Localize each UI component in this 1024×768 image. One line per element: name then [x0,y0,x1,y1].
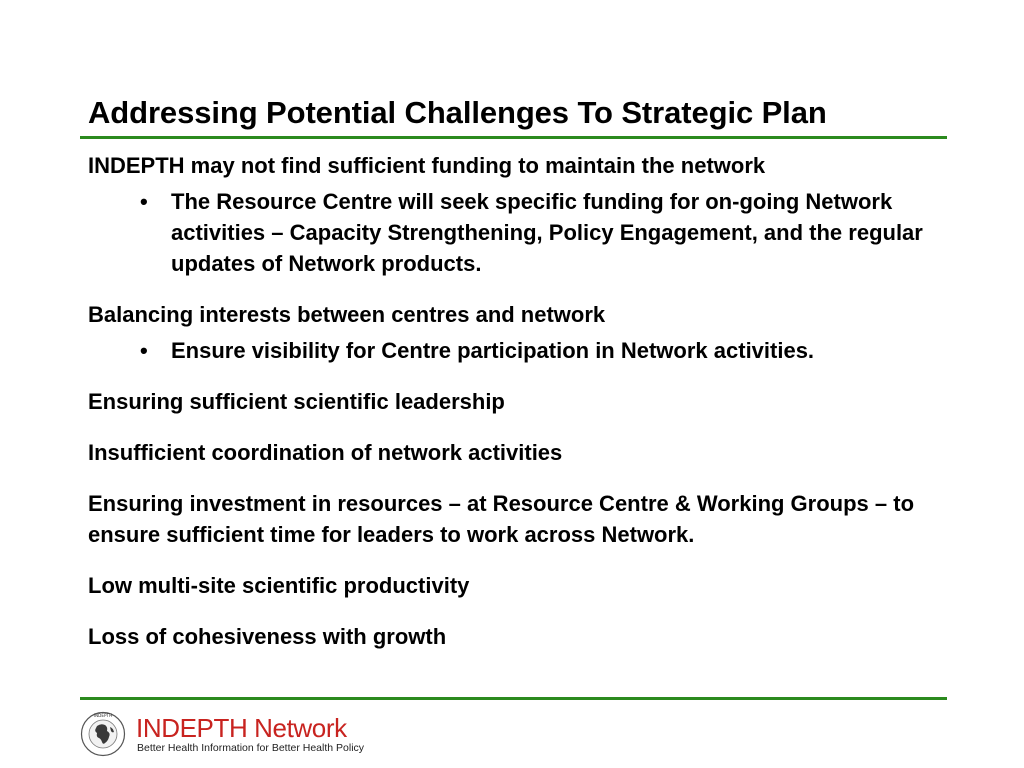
bullet-item [88,335,948,366]
challenge-item [88,150,948,279]
bullet-text: Ensure visibility for Centre participation in Network activities. [171,338,815,363]
challenge-text: Ensuring sufficient scientific leadership [88,389,505,414]
challenge-text: Balancing interests between centres and network [88,302,606,327]
slide-body [88,150,948,672]
globe-seal-icon [80,711,126,757]
bullet-item [88,186,948,279]
footer-logo [80,711,380,757]
challenge-text: Loss of cohesiveness with growth [88,624,447,649]
challenge-text: Ensuring investment in resources – at Resource Centre & Working Groups – to ensure sufficient time for leaders to work across Network. [88,491,915,547]
bullet-dot: • [140,189,148,214]
title-divider [80,136,947,139]
seal-ring-text: INDEPTH [93,713,113,719]
challenge-text: INDEPTH may not find sufficient funding to maintain the network [88,153,766,178]
bullet-text: The Resource Centre will seek specific funding for on-going Network activities – Capacity Strengthening, Policy Engagement, and the regular updates of Network products. [171,189,923,276]
challenge-text: Insufficient coordination of network activities [88,440,563,465]
challenge-text: Low multi-site scientific productivity [88,573,470,598]
brand-tagline: Better Health Information for Better Health Policy [137,742,365,754]
footer-divider [80,697,947,700]
challenge-item [88,299,948,366]
bullet-list [88,335,948,366]
slide-title: Addressing Potential Challenges To Strategic Plan [88,95,827,130]
bullet-dot: • [140,338,148,363]
bullet-list [88,186,948,279]
brand-name: INDEPTH Network [136,713,347,743]
